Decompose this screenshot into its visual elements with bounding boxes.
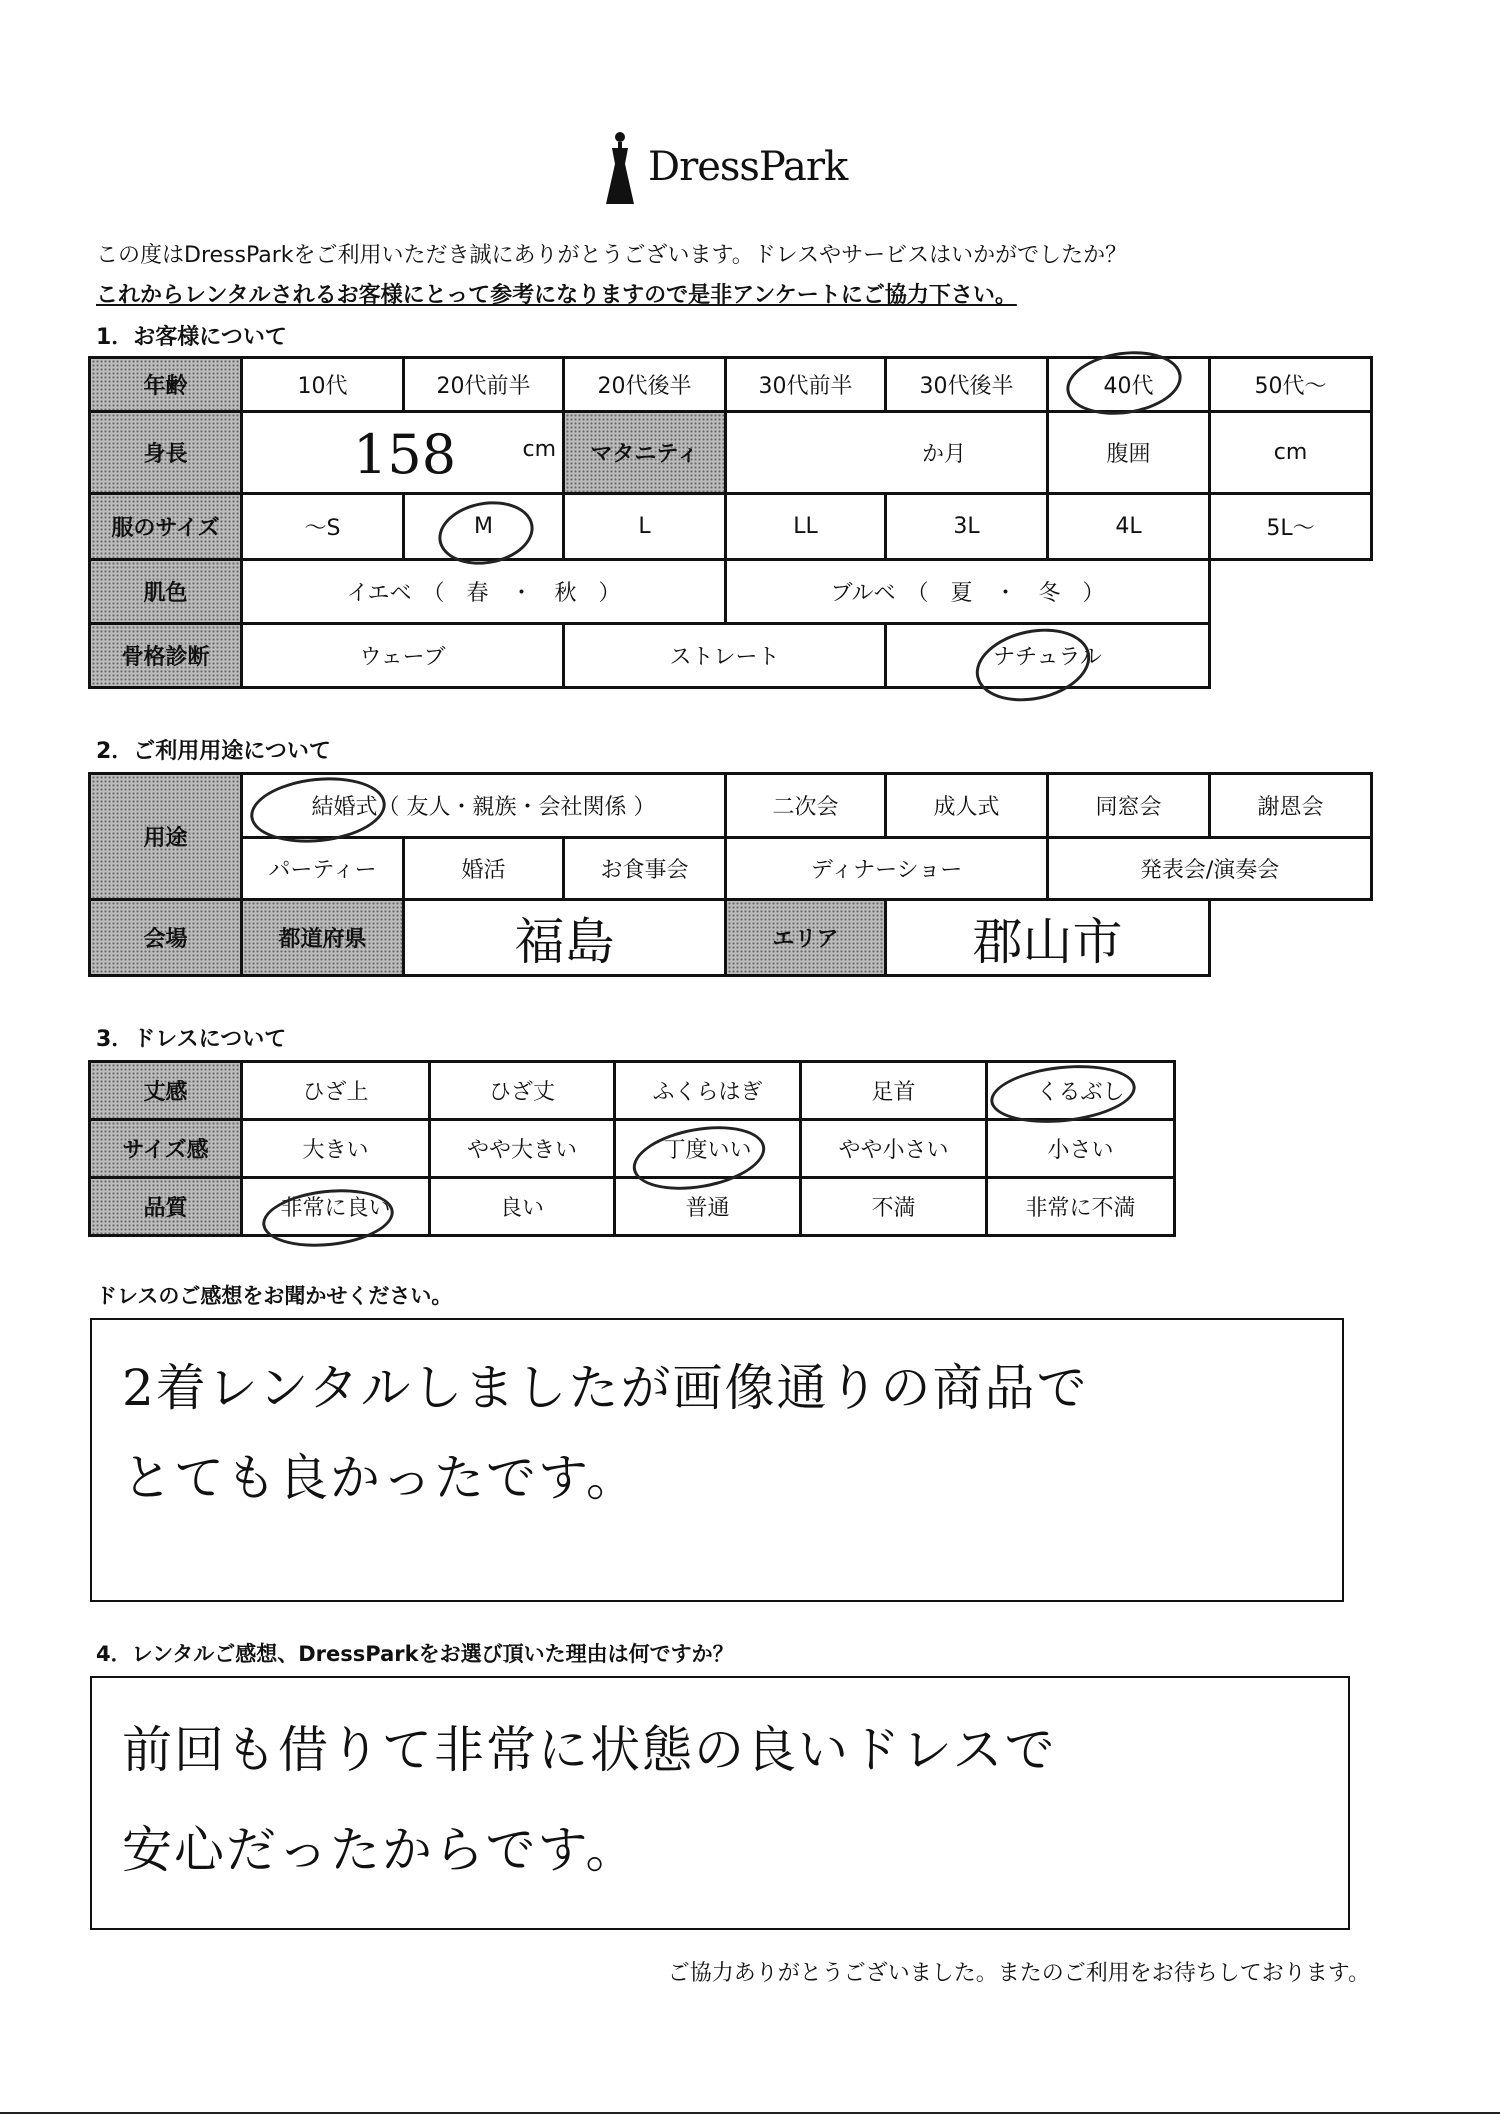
size-option[interactable]: ～S bbox=[242, 494, 404, 560]
frame-label: 骨格診断 bbox=[90, 624, 242, 688]
frame-row bbox=[90, 624, 1372, 688]
frame-option-selected[interactable]: ナチュラル bbox=[886, 624, 1210, 688]
empty-cell bbox=[1210, 900, 1372, 976]
age-row bbox=[90, 358, 1372, 412]
skin-label: 肌色 bbox=[90, 560, 242, 624]
prefecture-label: 都道府県 bbox=[242, 900, 404, 976]
purpose-label: 用途 bbox=[90, 774, 242, 900]
dress-silhouette-icon bbox=[600, 130, 640, 210]
length-option[interactable]: ひざ上 bbox=[242, 1062, 430, 1120]
maternity-label: マタニティ bbox=[564, 412, 726, 494]
dress-table bbox=[88, 1060, 1176, 1237]
height-label: 身長 bbox=[90, 412, 242, 494]
purpose-row-2 bbox=[90, 838, 1372, 900]
size-row bbox=[90, 494, 1372, 560]
quality-option[interactable]: 良い bbox=[430, 1178, 615, 1236]
fit-option[interactable]: やや小さい bbox=[801, 1120, 987, 1178]
height-row bbox=[90, 412, 1372, 494]
quality-option[interactable]: 非常に不満 bbox=[987, 1178, 1175, 1236]
section-3-title: 3．ドレスについて bbox=[96, 1027, 287, 1052]
height-field[interactable] bbox=[242, 412, 564, 494]
height-unit: cm bbox=[522, 437, 556, 462]
brand-name: DressPark bbox=[648, 144, 848, 190]
fit-option[interactable]: やや大きい bbox=[430, 1120, 615, 1178]
skin-row bbox=[90, 560, 1372, 624]
age-option-selected[interactable]: 40代 bbox=[1048, 358, 1210, 412]
area-label: エリア bbox=[726, 900, 886, 976]
section-4-title: 4．レンタルご感想、DressParkをお選び頂いた理由は何ですか？ bbox=[96, 1642, 734, 1666]
purpose-option[interactable]: 成人式 bbox=[886, 774, 1048, 838]
dress-feedback-line-2: とても良かったです。 bbox=[122, 1449, 638, 1507]
fit-row bbox=[90, 1120, 1175, 1178]
fit-option-selected[interactable]: 丁度いい bbox=[615, 1120, 801, 1178]
section-1-title: 1．お客様について bbox=[96, 325, 287, 350]
prefecture-value[interactable]: 福島 bbox=[404, 900, 726, 976]
quality-option-selected[interactable]: 非常に良い bbox=[242, 1178, 430, 1236]
reason-line-2: 安心だったからです。 bbox=[122, 1821, 638, 1879]
size-option[interactable]: 5L～ bbox=[1210, 494, 1372, 560]
purpose-option[interactable]: 同窓会 bbox=[1048, 774, 1210, 838]
footer-divider bbox=[0, 2112, 1500, 2114]
empty-cell bbox=[1210, 560, 1372, 624]
skin-yellow-option[interactable]: イエベ （ 春 ・ 秋 ） bbox=[242, 560, 726, 624]
quality-option[interactable]: 不満 bbox=[801, 1178, 987, 1236]
purpose-option[interactable]: お食事会 bbox=[564, 838, 726, 900]
size-option[interactable]: L bbox=[564, 494, 726, 560]
quality-label: 品質 bbox=[90, 1178, 242, 1236]
purpose-option-selected[interactable]: 結婚式（ 友人・親族・会社関係 ） bbox=[242, 774, 726, 838]
intro-line-2: これからレンタルされるお客様にとって参考になりますので是非アンケートにご協力下さい。 bbox=[96, 283, 1017, 308]
length-option-selected[interactable]: くるぶし bbox=[987, 1062, 1175, 1120]
section-2-title: 2．ご利用用途について bbox=[96, 739, 331, 764]
brand-logo bbox=[598, 126, 858, 216]
dress-feedback-box[interactable] bbox=[90, 1318, 1344, 1602]
purpose-row-1 bbox=[90, 774, 1372, 838]
length-label: 丈感 bbox=[90, 1062, 242, 1120]
maternity-months[interactable]: か月 bbox=[726, 412, 1048, 494]
size-option[interactable]: 4L bbox=[1048, 494, 1210, 560]
purpose-option[interactable]: 婚活 bbox=[404, 838, 564, 900]
customer-table bbox=[88, 356, 1373, 689]
length-option[interactable]: ひざ丈 bbox=[430, 1062, 615, 1120]
length-option[interactable]: 足首 bbox=[801, 1062, 987, 1120]
empty-cell bbox=[1210, 624, 1372, 688]
intro-line-1: この度はDressParkをご利用いただき誠にありがとうございます。ドレスやサービスはいかがでしたか？ bbox=[96, 243, 1128, 268]
closing-message: ご協力ありがとうございました。またのご利用をお待ちしております。 bbox=[667, 1961, 1370, 1986]
purpose-option[interactable]: 二次会 bbox=[726, 774, 886, 838]
purpose-option[interactable]: パーティー bbox=[242, 838, 404, 900]
age-label: 年齢 bbox=[90, 358, 242, 412]
frame-option[interactable]: ウェーブ bbox=[242, 624, 564, 688]
venue-row bbox=[90, 900, 1372, 976]
area-value[interactable]: 郡山市 bbox=[886, 900, 1210, 976]
fit-option[interactable]: 小さい bbox=[987, 1120, 1175, 1178]
venue-label: 会場 bbox=[90, 900, 242, 976]
purpose-option[interactable]: 謝恩会 bbox=[1210, 774, 1372, 838]
size-label: 服のサイズ bbox=[90, 494, 242, 560]
reason-line-1: 前回も借りて非常に状態の良いドレスで bbox=[122, 1721, 1057, 1779]
height-value: 158 bbox=[353, 423, 457, 486]
age-option[interactable]: 20代後半 bbox=[564, 358, 726, 412]
age-option[interactable]: 30代後半 bbox=[886, 358, 1048, 412]
usage-table bbox=[88, 772, 1373, 977]
dress-feedback-prompt: ドレスのご感想をお聞かせください。 bbox=[96, 1284, 453, 1308]
purpose-option[interactable]: 発表会/演奏会 bbox=[1048, 838, 1372, 900]
belly-unit[interactable]: cm bbox=[1210, 412, 1372, 494]
age-option[interactable]: 30代前半 bbox=[726, 358, 886, 412]
quality-row bbox=[90, 1178, 1175, 1236]
dress-feedback-line-1: 2着レンタルしましたが画像通りの商品で bbox=[122, 1359, 1089, 1417]
quality-option[interactable]: 普通 bbox=[615, 1178, 801, 1236]
belly-label: 腹囲 bbox=[1048, 412, 1210, 494]
age-option[interactable]: 50代～ bbox=[1210, 358, 1372, 412]
age-option[interactable]: 10代 bbox=[242, 358, 404, 412]
length-row bbox=[90, 1062, 1175, 1120]
size-option[interactable]: LL bbox=[726, 494, 886, 560]
reason-box[interactable] bbox=[90, 1676, 1350, 1930]
skin-blue-option[interactable]: ブルベ （ 夏 ・ 冬 ） bbox=[726, 560, 1210, 624]
purpose-option[interactable]: ディナーショー bbox=[726, 838, 1048, 900]
fit-option[interactable]: 大きい bbox=[242, 1120, 430, 1178]
age-option[interactable]: 20代前半 bbox=[404, 358, 564, 412]
frame-option[interactable]: ストレート bbox=[564, 624, 886, 688]
fit-label: サイズ感 bbox=[90, 1120, 242, 1178]
size-option-selected[interactable]: M bbox=[404, 494, 564, 560]
size-option[interactable]: 3L bbox=[886, 494, 1048, 560]
length-option[interactable]: ふくらはぎ bbox=[615, 1062, 801, 1120]
